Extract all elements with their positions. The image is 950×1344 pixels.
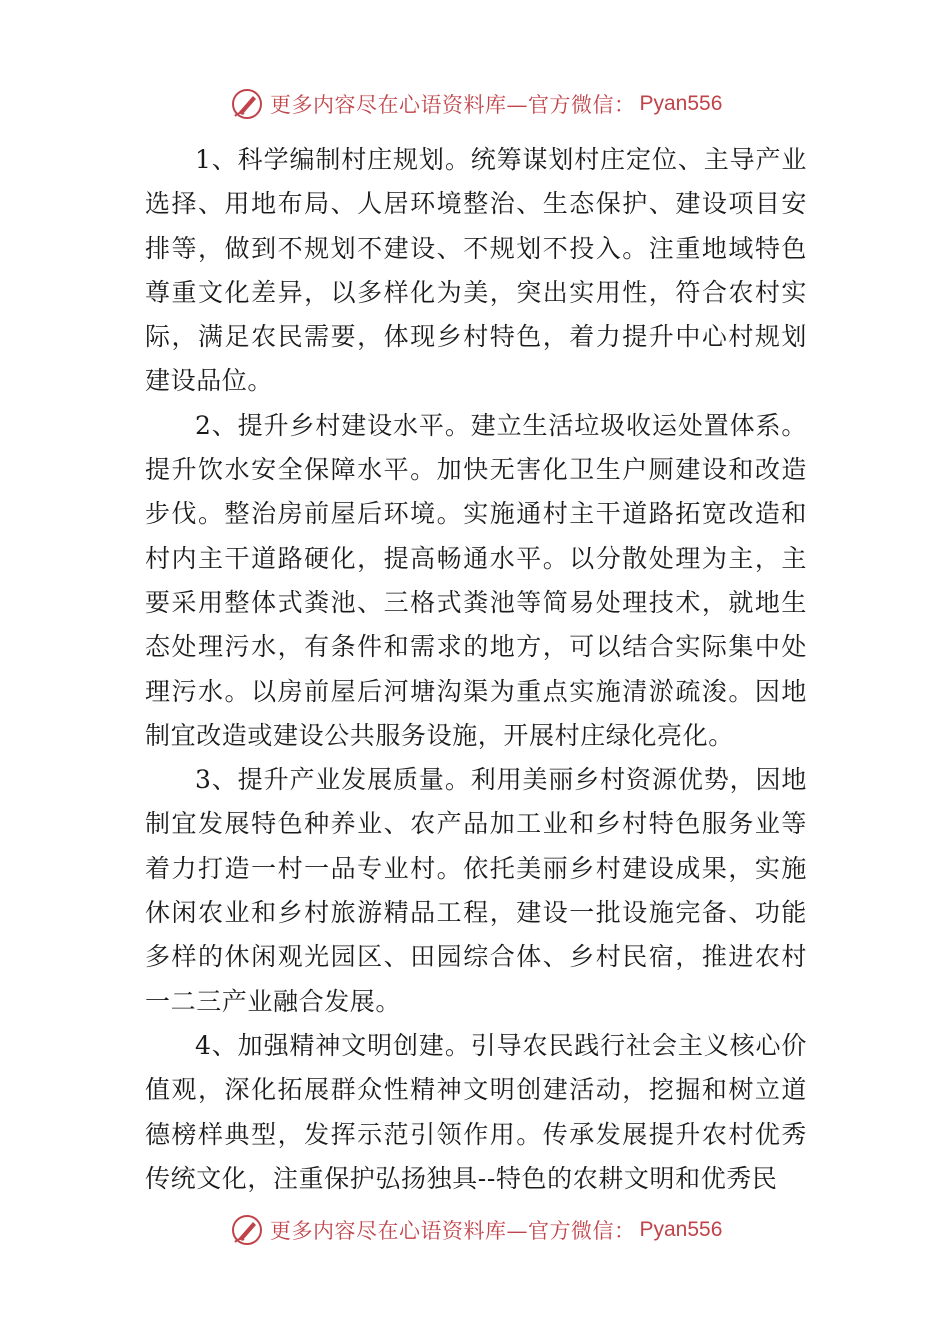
pen-logo-icon [230,87,264,121]
paragraph-3: 3、提升产业发展质量。利用美丽乡村资源优势，因地制宜发展特色种养业、农产品加工业和乡村特色服务业等着力打造一村一品专业村。依托美丽乡村建设成果，实施休闲农业和乡村旅游精品工程，建设一批设施完备、功能多样的休闲观光园区、田园综合体、乡村民宿，推进农村一二三产业融合发展。 [145,765,807,1016]
paragraph-1: 1、科学编制村庄规划。统筹谋划村庄定位、主导产业选择、用地布局、人居环境整治、生态保护、建设项目安排等，做到不规划不建设、不规划不投入。注重地域特色尊重文化差异，以多样化为美，突出实用性，符合农村实际，满足农民需要，体现乡村特色，着力提升中心村规划建设品位。 [145,145,807,396]
footer-banner [230,1210,722,1250]
paragraph-4: 4、加强精神文明创建。引导农民践行社会主义核心价值观，深化拓展群众性精神文明创建活动，挖掘和树立道德榜样典型，发挥示范引领作用。传承发展提升农村优秀传统文化，注重保护弘扬独具--特色的农耕文明和优秀民 [145,1030,807,1193]
header-banner-text: 更多内容尽在心语资料库—官方微信： [270,93,636,117]
pen-logo-icon [230,1213,264,1247]
paragraph-2: 2、提升乡村建设水平。建立生活垃圾收运处置体系。提升饮水安全保障水平。加快无害化卫生户厕建设和改造步伐。整治房前屋后环境。实施通村主干道路拓宽改造和村内主干道路硬化，提高畅通水平。以分散处理为主，主要采用整体式粪池、三格式粪池等简易处理技术，就地生态处理污水，有条件和需求的地方，可以结合实际集中处理污水。以房前屋后河塘沟渠为重点实施清淤疏浚。因地制宜改造或建设公共服务设施，开展村庄绿化亮化。 [145,410,807,750]
header-banner-contact: Pyan556 [639,92,723,115]
header-banner [230,84,722,124]
footer-banner-text: 更多内容尽在心语资料库—官方微信： [270,1219,636,1243]
footer-banner-contact: Pyan556 [639,1218,723,1241]
document-body [145,138,807,1201]
